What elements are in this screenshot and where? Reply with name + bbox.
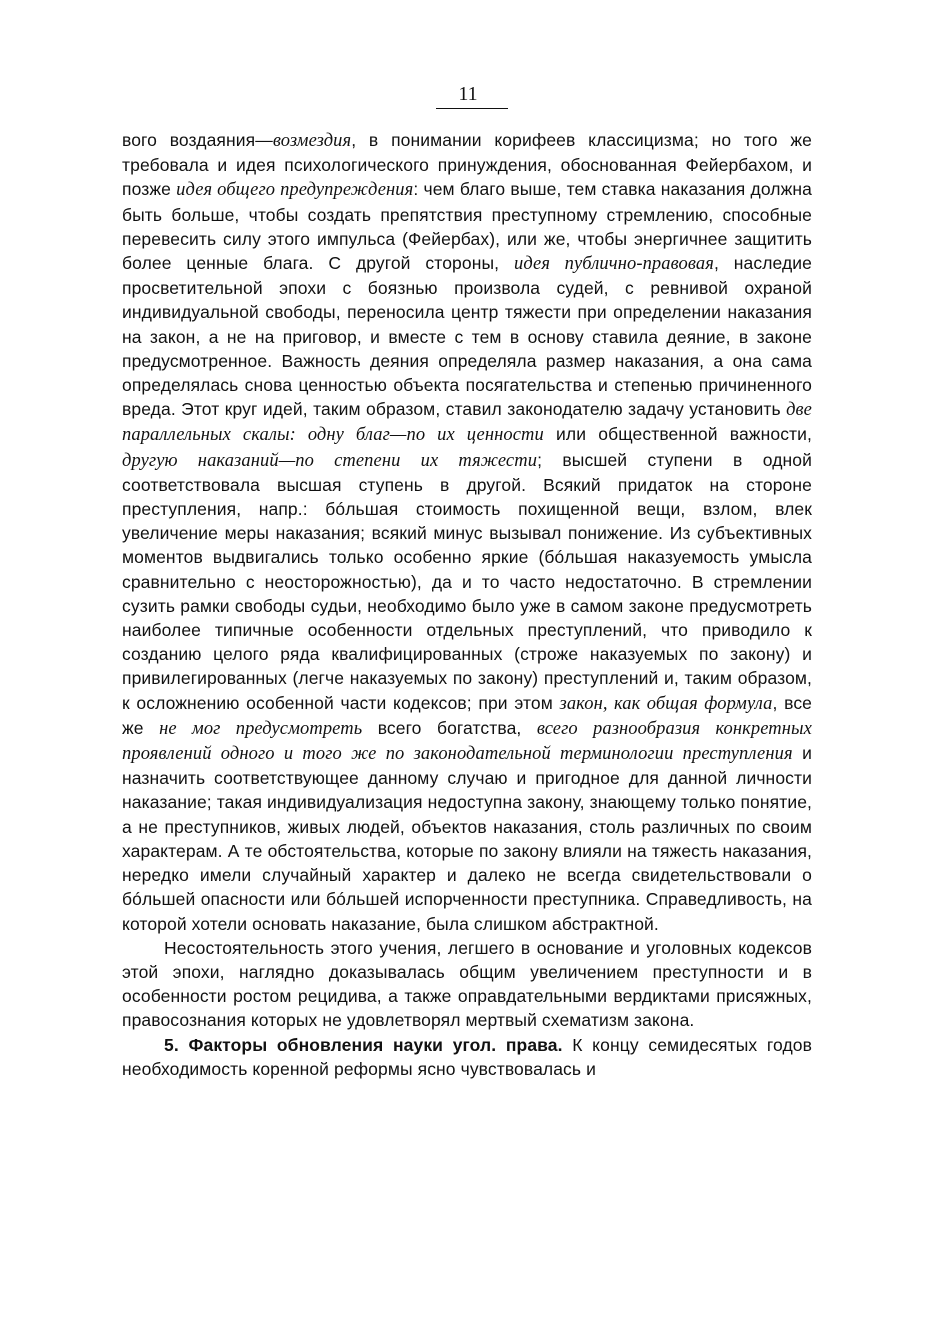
italic-run: не мог предусмотреть bbox=[159, 718, 363, 739]
italic-run: идея публично-правовая bbox=[513, 254, 714, 275]
text-run: , все же bbox=[122, 692, 813, 738]
text-run: и назначить соответствующее данному случаю и пригодное для данной личности наказание; такая индивидуализация недоступна закону, знающему только понятие, а не преступников, живых людей, объектов наказания, столь различных по своим характерам. А те обстоятельства, которые по закону влияли на тяжесть наказания, нередко имели случайный характер и далеко не всегда свидетельствовали о бóльшей опасности или бóльшей испорченности преступника. Справедливость, на которой хотели основать наказание, была слишком абстрактной. bbox=[122, 743, 812, 934]
page-number-rule bbox=[436, 108, 508, 109]
text-run: вого воздаяния— bbox=[122, 130, 273, 150]
text-run: или общественной важности, bbox=[543, 424, 812, 445]
text-run: Несостоятельность этого учения, легшего в основание и уголовных кодексов этой эпохи, наглядно доказывалась общим увеличением преступности и в особенности ростом рецидива, а также оправдательными вердиктами присяжных, правосознания которых не удовлетворял мертвый схематизм закона. bbox=[122, 937, 812, 1031]
italic-run: всего разнообразия конкретных проявлений одного и того же по законодательной терминологии преступления bbox=[122, 718, 812, 765]
paragraph bbox=[122, 936, 812, 1033]
text-run: , наследие просветительной эпохи с боязнью произвола судей, с ревнивой охраной индивидуальной свободы, переносила центр тяжести при определении наказания на закон, а не на приговор, и вместе с тем в основу ставила деяние, в законе предусмотренное. Важность деяния определяла размер наказания, а она сама определялась снова ценностью объекта посягательства и степенью причиненного вреда. Этот круг идей, таким образом, ставил законодателю задачу установить bbox=[122, 253, 812, 420]
italic-run: закон, как общая формула bbox=[559, 693, 773, 714]
text-run: всего богатства, bbox=[362, 717, 537, 738]
text-run: : чем благо выше, тем ставка наказания должна быть больше, чтобы создать препятствия преступному стремлению, способные перевесить силу этого импульса (Фейербах), или же, чтобы энергичнее защитить более ценные блага. С другой стороны, bbox=[122, 179, 812, 274]
italic-run: идея общего предупреждения bbox=[176, 180, 414, 201]
italic-run: другую наказаний—по степени их тяжести bbox=[122, 450, 538, 471]
italic-run: возмездия bbox=[272, 131, 352, 151]
text-run: , в понимании корифеев классицизма; но того же требовала и идея психологического принуждения, обоснованная Фейербахом, и позже bbox=[122, 130, 812, 200]
section-heading: 5. Факторы обновления науки угол. права. bbox=[164, 1034, 563, 1055]
body-text bbox=[122, 128, 812, 1081]
paragraph bbox=[122, 128, 812, 936]
text-run: К концу семидесятых годов необходимость коренной реформы ясно чувствовалась и bbox=[122, 1034, 812, 1079]
text-run: ; высшей ступени в одной соответствовала высшая ступень в другой. Всякий придаток на стороне преступления, напр.: бóльшая стоимость похищенной вещи, взлом, влек увеличение меры наказания; всякий минус вызывал понижение. Из субъективных моментов выдвигались только особенно яркие (бóльшая наказуемость умысла сравнительно с неосторожностью), да и то часто недостаточно. В стремлении сузить рамки свободы судьи, необходимо было уже в самом законе предусмотреть наиболее типичные особенности отдельных преступлений, что приводило к созданию целого ряда квалифицированных (строже наказуемых по закону) и привилегированных (легче наказуемых по закону) преступлений и, таким образом, к осложнению особенной части кодексов; при этом bbox=[122, 449, 812, 713]
page-number: 11 bbox=[458, 83, 478, 105]
paragraph bbox=[122, 1033, 812, 1081]
italic-run: две параллельных скалы: одну благ—по их ценности bbox=[122, 400, 812, 446]
